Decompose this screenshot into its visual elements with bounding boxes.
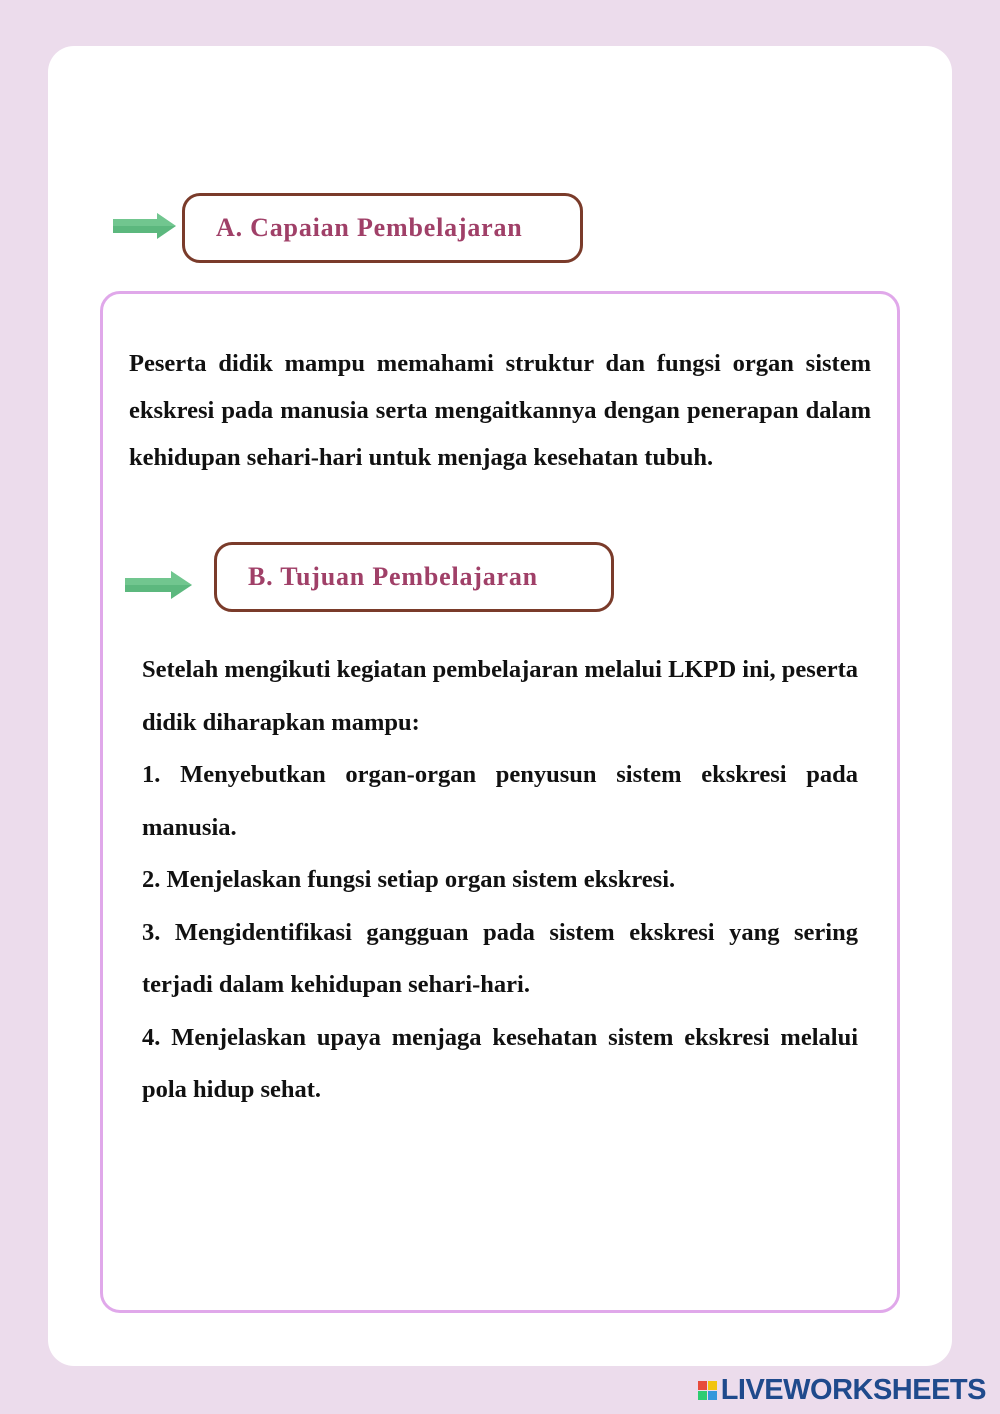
section-b-heading: B. Tujuan Pembelajaran (248, 562, 538, 591)
section-b-intro: Setelah mengikuti kegiatan pembelajaran melalui LKPD ini, peserta didik diharapkan mampu: (142, 656, 858, 736)
liveworksheets-watermark[interactable] (698, 1372, 986, 1408)
section-b-body (142, 644, 858, 1117)
liveworksheets-logo-icon (698, 1381, 717, 1400)
section-a-heading: A. Capaian Pembelajaran (216, 213, 523, 242)
section-a-heading-box (182, 193, 583, 263)
objective-item: 3. Mengidentifikasi gangguan pada sistem ekskresi yang sering terjadi dalam kehidupan sehari-hari. (142, 918, 858, 998)
objective-item: 4. Menjelaskan upaya menjaga kesehatan sistem ekskresi melalui pola hidup sehat. (142, 1023, 858, 1103)
arrow-right-icon (113, 212, 177, 240)
section-a-body: Peserta didik mampu memahami struktur dan fungsi organ sistem ekskresi pada manusia serta mengaitkannya dengan penerapan dalam kehidupan sehari-hari untuk menjaga kesehatan tubuh. (129, 350, 871, 471)
arrow-right-icon (125, 570, 193, 600)
watermark-text: LIVEWORKSHEETS (720, 1373, 986, 1406)
objective-item: 1. Menyebutkan organ-organ penyusun sistem ekskresi pada manusia. (142, 761, 858, 841)
section-b-heading-box (214, 542, 614, 612)
objective-item: 2. Menjelaskan fungsi setiap organ sistem ekskresi. (142, 866, 676, 893)
